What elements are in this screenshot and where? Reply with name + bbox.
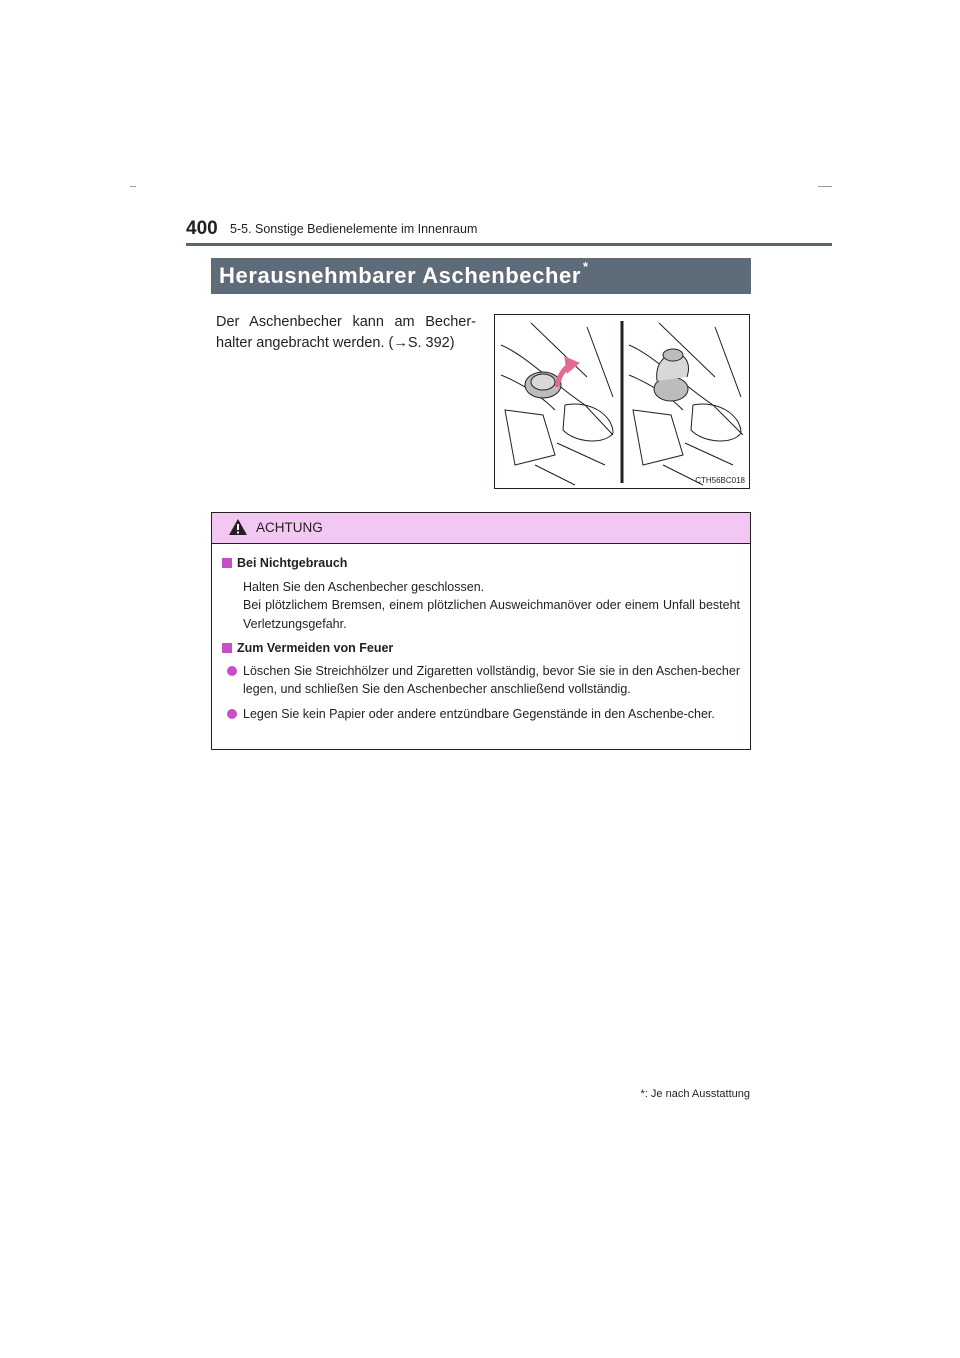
section-title-text: Herausnehmbarer Aschenbecher: [219, 263, 582, 288]
optional-equipment-marker: *: [583, 259, 589, 274]
square-bullet-icon: [222, 643, 232, 653]
section-reference: 5-5. Sonstige Bedienelemente im Innenraum: [230, 222, 478, 236]
caution-header: [212, 513, 750, 544]
header-rule: [186, 243, 832, 246]
caution-paragraph: Bei plötzlichem Bremsen, einem plötzlichen Ausweichmanöver oder einem Unfall besteht Verletzungsgefahr.: [243, 598, 740, 631]
footnote-text: : Je nach Ausstattung: [644, 1088, 750, 1100]
caution-bullet: Legen Sie kein Papier oder andere entzündbare Gegenstände in den Aschenbe-cher.: [212, 705, 750, 724]
round-bullet-icon: [227, 709, 237, 719]
figure-code: CTH56BC018: [695, 476, 745, 485]
caution-paragraph: Halten Sie den Aschenbecher geschlossen.: [243, 579, 485, 594]
page-number: 400: [186, 218, 218, 239]
caution-label: ACHTUNG: [256, 520, 323, 535]
caution-box: [211, 512, 751, 750]
caution-heading-not-in-use: Bei Nichtgebrauch: [212, 554, 750, 573]
caution-body: [212, 554, 750, 723]
footnote-marker: *: [640, 1088, 645, 1100]
intro-text: Der Aschenbecher kann am Becher-halter angebracht werden. (→S. 392): [216, 314, 476, 351]
page-header: [186, 218, 832, 248]
square-bullet-icon: [222, 558, 232, 568]
caution-bullet: Löschen Sie Streichhölzer und Zigaretten vollständig, bevor Sie sie in den Aschen-becher legen, und schließen Sie den Aschenbecher anschließend vollständig.: [212, 662, 750, 699]
crop-mark-right: [818, 186, 832, 187]
warning-triangle-icon: [228, 518, 248, 536]
ashtray-illustration: [494, 314, 750, 489]
caution-heading-fire-prevention: Zum Vermeiden von Feuer: [212, 639, 750, 658]
section-title: [211, 258, 751, 294]
round-bullet-icon: [227, 666, 237, 676]
footnote: [641, 1088, 750, 1100]
ashtray-drawing: [495, 315, 749, 488]
crop-mark-left: [130, 186, 136, 187]
